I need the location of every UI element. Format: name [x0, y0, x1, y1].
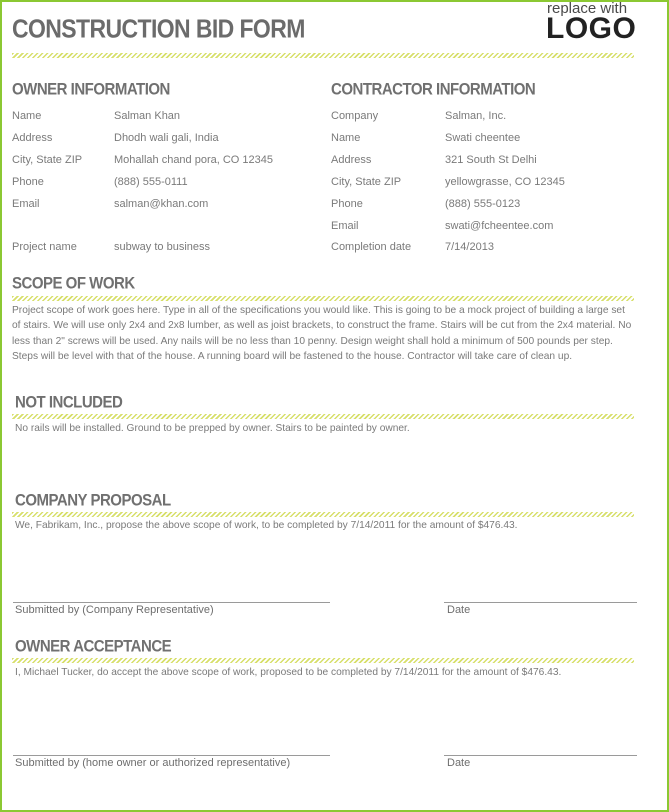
owner-address-value: Dhodh wali gali, India — [114, 132, 219, 144]
contractor-address-value: 321 South St Delhi — [445, 154, 537, 166]
project-name-value: subway to business — [114, 241, 210, 253]
not-included-divider — [12, 414, 634, 419]
contractor-company-value: Salman, Inc. — [445, 110, 507, 122]
company-date-line[interactable] — [444, 602, 637, 603]
logo-placeholder: LOGO — [546, 12, 637, 45]
owner-info-heading: OWNER INFORMATION — [12, 80, 170, 99]
proposal-divider — [12, 512, 634, 517]
contractor-phone-label: Phone — [331, 198, 363, 210]
not-included-heading: NOT INCLUDED — [15, 393, 123, 412]
logo-caption: replace with — [547, 0, 628, 17]
proposal-text: We, Fabrikam, Inc., propose the above scope of work, to be completed by 7/14/2011 for the amount of $476.43. — [15, 520, 518, 531]
owner-date-line[interactable] — [444, 755, 637, 756]
proposal-heading: COMPANY PROPOSAL — [15, 491, 171, 510]
owner-city-label: City, State ZIP — [12, 154, 83, 166]
owner-email-label: Email — [12, 198, 40, 210]
owner-signature-label: Submitted by (home owner or authorized representative) — [15, 757, 291, 769]
contractor-city-label: City, State ZIP — [331, 176, 402, 188]
contractor-city-value: yellowgrasse, CO 12345 — [445, 176, 565, 188]
owner-signature-line[interactable] — [13, 755, 330, 756]
scope-text: Project scope of work goes here. Type in all of the specifications you would like. This is going to be a mock project of building a large set of stairs. We will use only 2x4 and 2x8 lumber, as well as joist brackets, to construct the frame. Stairs will be cut from the 2x4 material. No less than 2" screws will be used. Any nails will be no less than 10 penny. Design weight shall hold a minimum of 500 pounds per step. Steps will be level with that of the house. A running board will be fastened to the house. Contractor will take care of clean up. — [12, 305, 632, 362]
contractor-email-value: swati@fcheentee.com — [445, 220, 554, 232]
contractor-name-label: Name — [331, 132, 361, 144]
owner-name-value: Salman Khan — [114, 110, 181, 122]
company-signature-line[interactable] — [13, 602, 330, 603]
project-name-label: Project name — [12, 241, 77, 253]
scope-heading: SCOPE OF WORK — [12, 274, 135, 293]
acceptance-text: I, Michael Tucker, do accept the above scope of work, proposed to be completed by 7/14/2011 for the amount of $476.43. — [15, 667, 562, 678]
contractor-company-label: Company — [331, 110, 379, 122]
completion-date-label: Completion date — [331, 241, 412, 253]
owner-date-label: Date — [447, 757, 471, 769]
not-included-text: No rails will be installed. Ground to be prepped by owner. Stairs to be painted by owner. — [15, 423, 410, 434]
completion-date-value: 7/14/2013 — [445, 241, 494, 253]
form-title: CONSTRUCTION BID FORM — [12, 14, 305, 44]
contractor-phone-value: (888) 555-0123 — [445, 198, 521, 210]
owner-city-value: Mohallah chand pora, CO 12345 — [114, 154, 273, 166]
scope-divider — [12, 296, 634, 301]
contractor-name-value: Swati cheentee — [445, 132, 521, 144]
owner-name-label: Name — [12, 110, 42, 122]
owner-phone-value: (888) 555-0111 — [114, 176, 188, 188]
owner-email-value: salman@khan.com — [114, 198, 209, 210]
title-divider — [12, 53, 634, 58]
acceptance-divider — [12, 658, 634, 663]
company-date-label: Date — [447, 604, 471, 616]
company-signature-label: Submitted by (Company Representative) — [15, 604, 214, 616]
owner-phone-label: Phone — [12, 176, 44, 188]
contractor-info-heading: CONTRACTOR INFORMATION — [331, 80, 536, 99]
acceptance-heading: OWNER ACCEPTANCE — [15, 637, 172, 656]
contractor-email-label: Email — [331, 220, 359, 232]
contractor-address-label: Address — [331, 154, 372, 166]
owner-address-label: Address — [12, 132, 53, 144]
